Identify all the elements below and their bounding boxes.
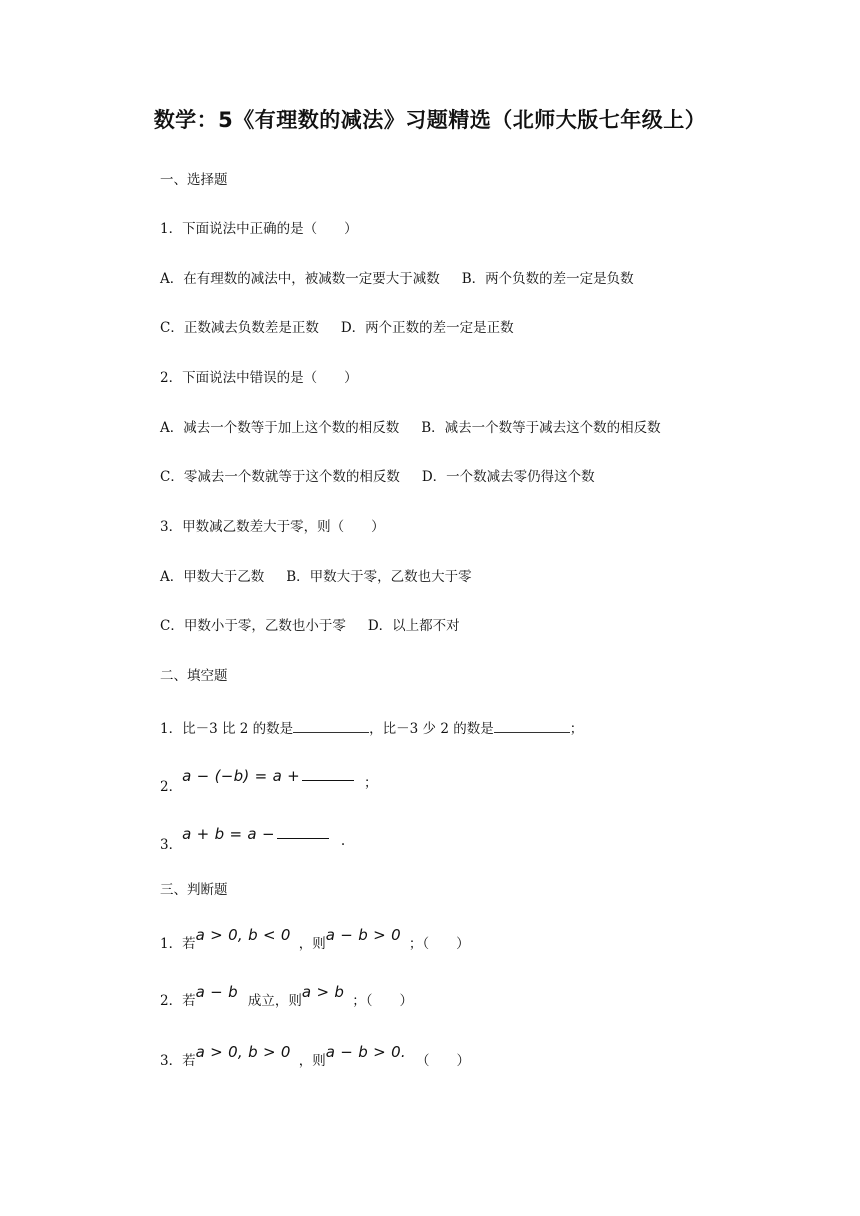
judge-q1 bbox=[160, 926, 470, 954]
choice-q1-options-ab bbox=[160, 269, 634, 289]
judge-q2-condition: a − b bbox=[195, 983, 238, 1001]
choice-q2-option-a: A．减去一个数等于加上这个数的相反数 bbox=[160, 420, 400, 436]
fill-q2 bbox=[160, 766, 378, 795]
judge-q3-number: 3．若 bbox=[160, 1053, 196, 1069]
judge-q3-end: （ ） bbox=[415, 1053, 470, 1069]
fill-q2-end: ； bbox=[364, 775, 378, 791]
choice-q3-option-c: C．甲数小于零，乙数也小于零 bbox=[160, 618, 346, 634]
judge-q1-number: 1．若 bbox=[160, 936, 196, 952]
choice-q2-option-d: D．一个数减去零仍得这个数 bbox=[421, 469, 595, 485]
judge-q1-result: a − b > 0 bbox=[325, 926, 401, 944]
choice-q1-option-d: D．两个正数的差一定是正数 bbox=[340, 320, 514, 336]
judge-q2 bbox=[160, 983, 413, 1011]
judge-q3-condition: a > 0, b > 0 bbox=[195, 1043, 291, 1061]
document-title: 数学：5《有理数的减法》习题精选（北师大版七年级上） bbox=[153, 108, 707, 132]
choice-q3-option-a: A．甲数大于乙数 bbox=[160, 569, 265, 585]
judge-q2-then: 成立，则 bbox=[247, 993, 302, 1009]
choice-q3-option-b: B．甲数大于零，乙数也大于零 bbox=[286, 569, 472, 585]
fill-q3-expression: a + b = a − bbox=[182, 825, 275, 843]
fill-q3 bbox=[160, 824, 346, 853]
section-heading-fill: 二、填空题 bbox=[160, 668, 228, 684]
choice-q3-options-cd bbox=[160, 616, 460, 636]
section-heading-choice: 一、选择题 bbox=[160, 172, 228, 188]
judge-q2-end: ；（ ） bbox=[352, 993, 413, 1009]
fill-q2-blank bbox=[302, 770, 354, 781]
choice-q1-stem: 1．下面说法中正确的是（ ） bbox=[160, 221, 358, 237]
fill-q1 bbox=[160, 719, 583, 739]
fill-q2-number: 2． bbox=[160, 779, 183, 795]
fill-q1-part2: ，比－3 少 2 的数是 bbox=[369, 721, 494, 737]
fill-q3-end: . bbox=[340, 833, 346, 849]
choice-q2-options-cd bbox=[160, 467, 595, 487]
choice-q2-option-c: C．零减去一个数就等于这个数的相反数 bbox=[160, 469, 400, 485]
fill-q3-number: 3． bbox=[160, 837, 183, 853]
fill-q1-blank2 bbox=[494, 720, 570, 733]
fill-q3-blank bbox=[277, 828, 329, 839]
fill-q1-blank1 bbox=[293, 720, 369, 733]
fill-q1-part3: ； bbox=[569, 721, 584, 737]
judge-q2-number: 2．若 bbox=[160, 993, 196, 1009]
judge-q3-then: ，则 bbox=[298, 1053, 326, 1069]
judge-q1-end: ；（ ） bbox=[408, 936, 470, 952]
choice-q3-option-d: D．以上都不对 bbox=[367, 618, 460, 634]
fill-q1-part1: 1．比－3 比 2 的数是 bbox=[160, 721, 294, 737]
section-heading-judge: 三、判断题 bbox=[160, 882, 228, 898]
choice-q2-options-ab bbox=[160, 418, 661, 438]
judge-q1-then: ，则 bbox=[298, 936, 326, 952]
choice-q2-option-b: B．减去一个数等于减去这个数的相反数 bbox=[421, 420, 661, 436]
judge-q2-result: a > b bbox=[301, 983, 345, 1001]
choice-q2-stem: 2．下面说法中错误的是（ ） bbox=[160, 370, 358, 386]
choice-q1-option-b: B．两个负数的差一定是负数 bbox=[461, 271, 634, 287]
choice-q3-stem: 3．甲数减乙数差大于零，则（ ） bbox=[160, 519, 385, 535]
choice-q1-option-c: C．正数减去负数差是正数 bbox=[160, 320, 319, 336]
judge-q1-condition: a > 0, b < 0 bbox=[195, 926, 291, 944]
fill-q2-expression: a − (−b) = a + bbox=[182, 767, 301, 785]
choice-q3-options-ab bbox=[160, 567, 472, 587]
judge-q3-result: a − b > 0. bbox=[325, 1043, 406, 1061]
choice-q1-options-cd bbox=[160, 318, 514, 338]
judge-q3 bbox=[160, 1043, 470, 1071]
choice-q1-option-a: A．在有理数的减法中，被减数一定要大于减数 bbox=[160, 271, 440, 287]
